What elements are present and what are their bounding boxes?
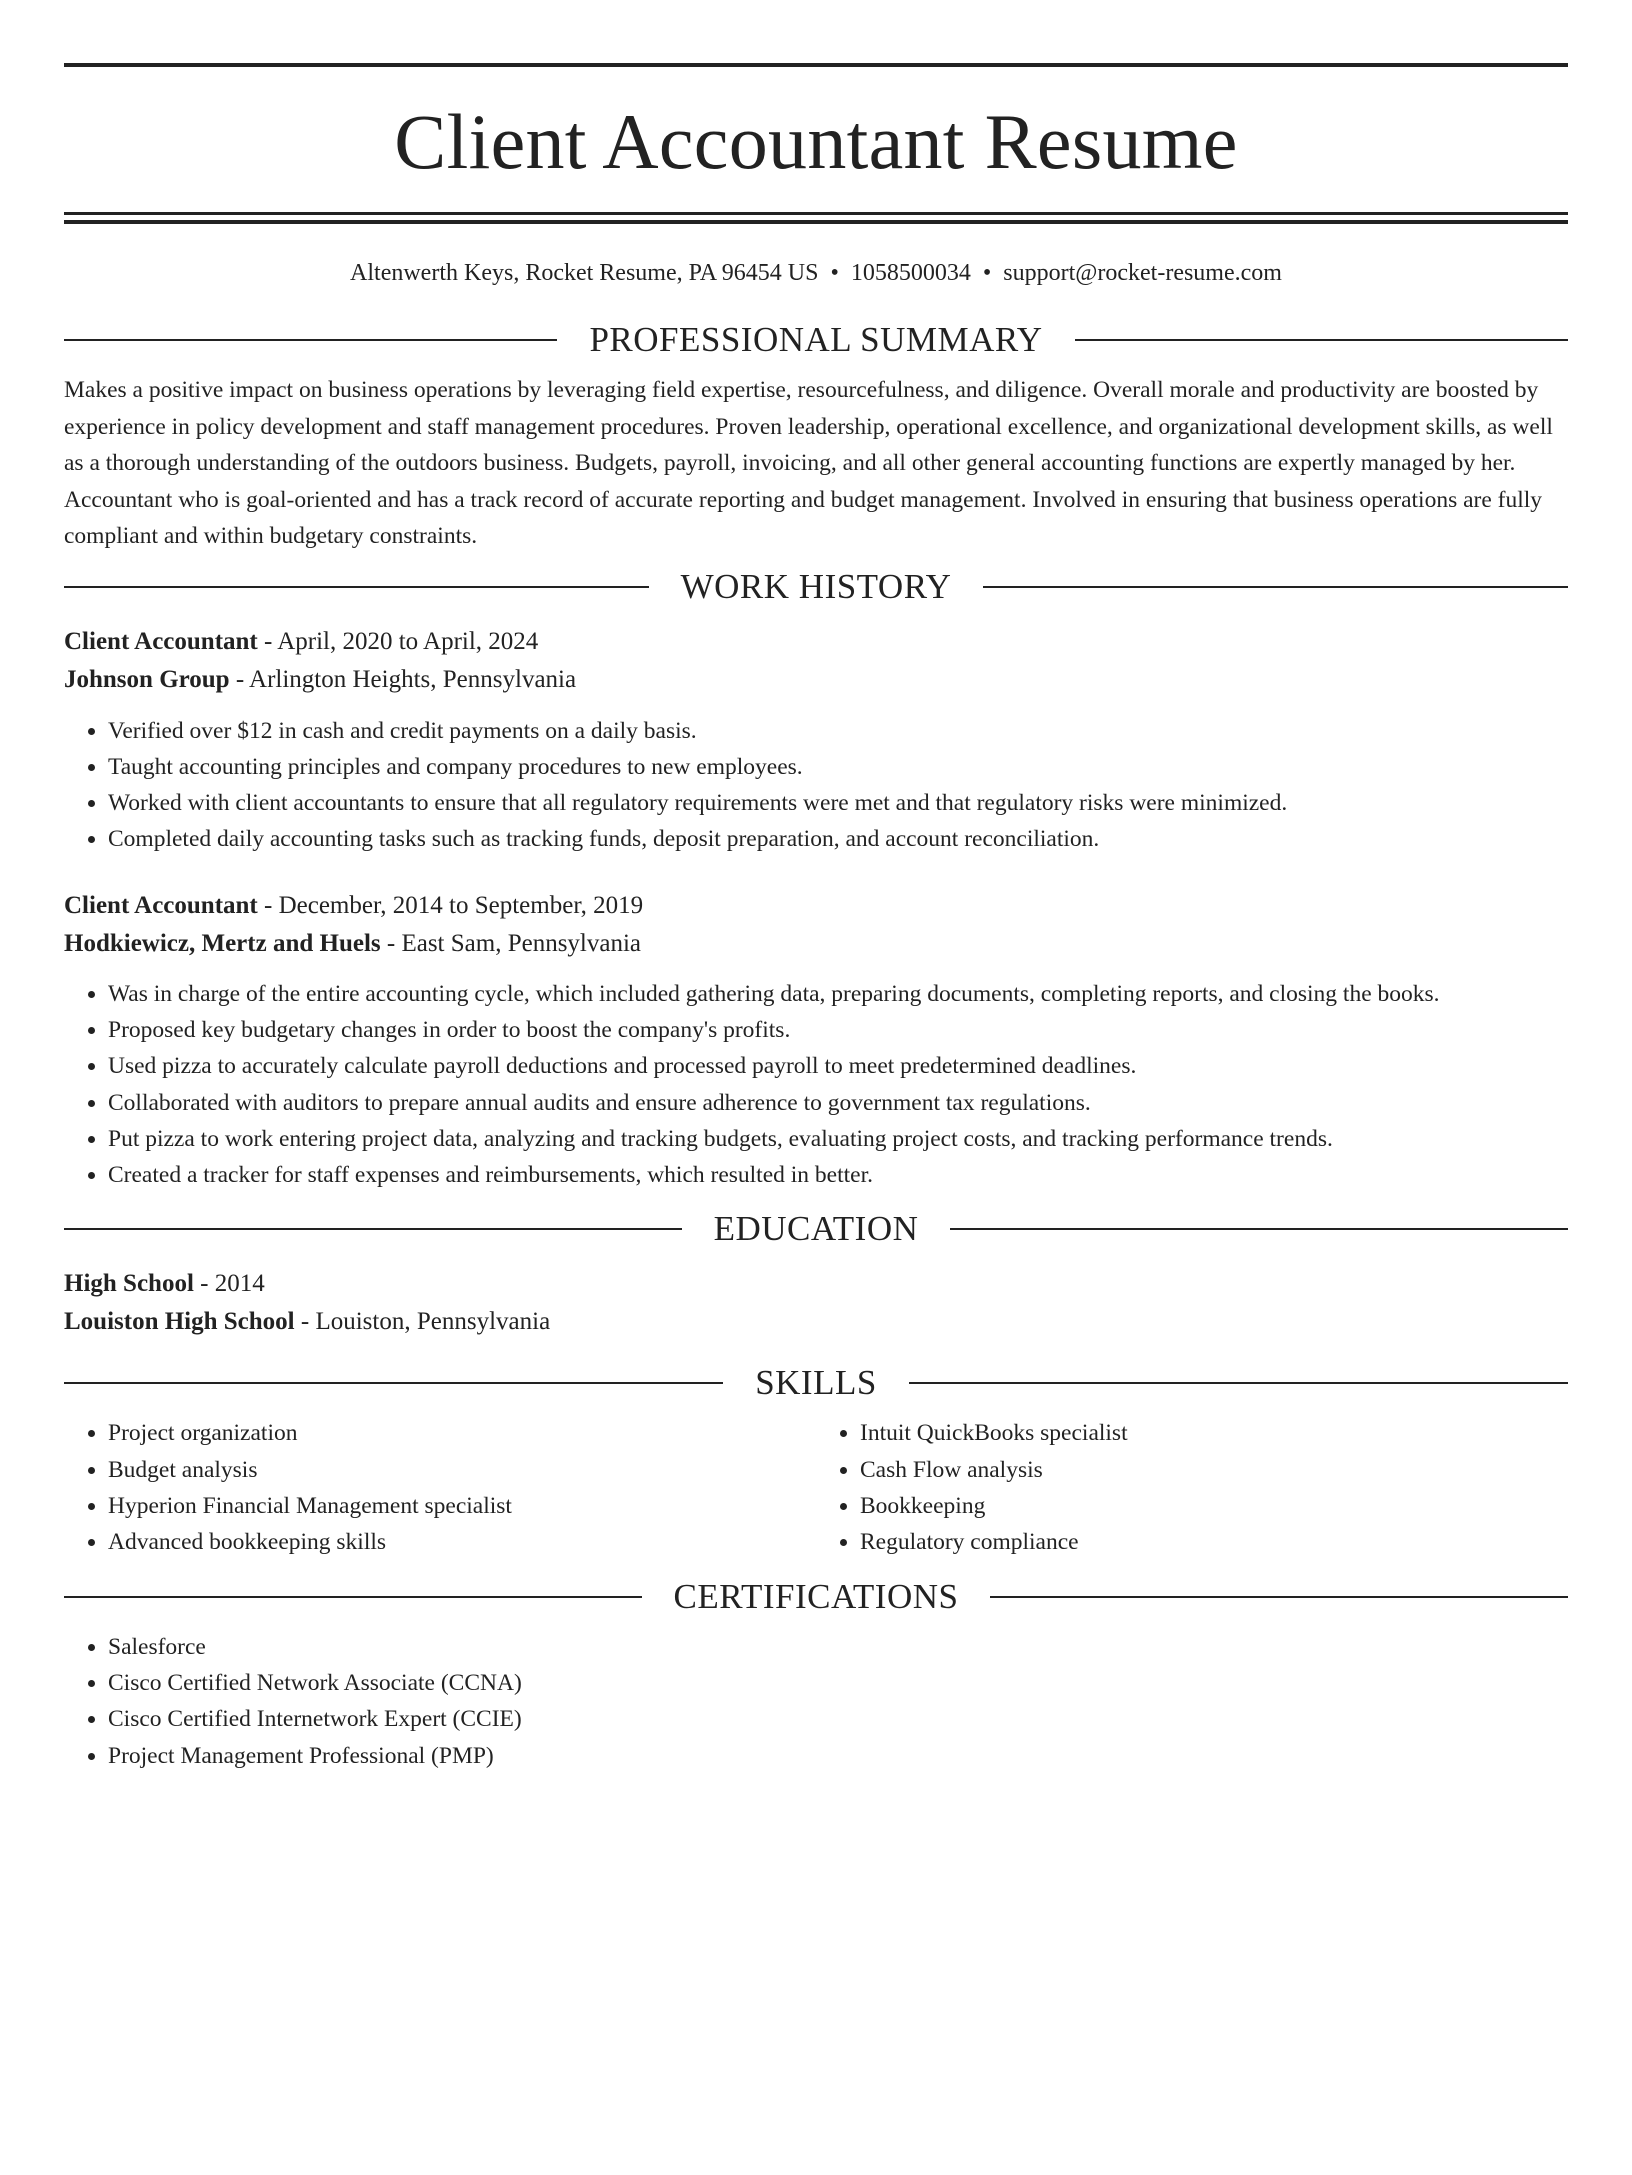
job-bullet: • Taught accounting principles and company procedures to new employees.: [108, 749, 1568, 785]
skill-item: • Project organization: [108, 1415, 816, 1451]
job-bullet: • Collaborated with auditors to prepare annual audits and ensure adherence to government tax regulations.: [108, 1085, 1568, 1121]
contact-email: support@rocket-resume.com: [1003, 260, 1282, 286]
certification-item: • Project Management Professional (PMP): [108, 1738, 1568, 1774]
job-company: Hodkiewicz, Mertz and Huels: [64, 929, 381, 957]
section-title: WORK HISTORY: [680, 566, 952, 606]
contact-address: Altenwerth Keys, Rocket Resume, PA 96454 US: [350, 260, 819, 286]
skill-item: • Advanced bookkeeping skills: [108, 1524, 816, 1560]
job-bullet: • Worked with client accountants to ensure that all regulatory requirements were met and that regulatory risks were minimized.: [108, 785, 1568, 821]
certifications-list: [64, 1629, 1568, 1774]
job-bullet: • Verified over $12 in cash and credit payments on a daily basis.: [108, 713, 1568, 749]
job-entry: [64, 887, 1568, 1194]
job-company-line: [64, 925, 1568, 963]
education-school-line: [64, 1303, 1568, 1341]
contact-separator: •: [830, 260, 839, 286]
section-title: CERTIFICATIONS: [673, 1576, 959, 1616]
skills-list-left: [64, 1415, 816, 1560]
job-entry: [64, 623, 1568, 858]
education-school: Louiston High School: [64, 1308, 295, 1336]
education-degree: High School: [64, 1270, 194, 1298]
heading-rule: [983, 586, 1568, 588]
section-heading-skills: [64, 1361, 1568, 1405]
contact-phone: 1058500034: [850, 260, 971, 286]
heading-rule: [950, 1228, 1568, 1230]
job-dates: - December, 2014 to September, 2019: [264, 891, 644, 919]
summary-text: Makes a positive impact on business operations by leveraging field expertise, resourcefulness, and diligence. Overall morale and productivity are boosted by experience in policy development and staff management procedures. Proven leadership, operational excellence, and organizational development skills, as well as a thorough understanding of the outdoors business. Budgets, payroll, invoicing, and all other general accounting functions are expertly managed by her. Accountant who is goal-oriented and has a track record of accurate reporting and budget management. Involved in ensuring that business operations are fully compliant and within budgetary constraints.: [64, 377, 1553, 549]
job-bullet: • Created a tracker for staff expenses and reimbursements, which resulted in better.: [108, 1157, 1568, 1193]
section-heading-work: [64, 565, 1568, 609]
section-heading-certifications: [64, 1575, 1568, 1619]
top-rule: [64, 63, 1568, 67]
heading-rule: [64, 1382, 723, 1384]
certification-item: • Cisco Certified Network Associate (CCNA): [108, 1665, 1568, 1701]
job-bullets: [64, 976, 1568, 1194]
job-company: Johnson Group: [64, 665, 230, 693]
job-title: Client Accountant: [64, 891, 258, 919]
job-title-line: [64, 623, 1568, 661]
education-degree-line: [64, 1265, 1568, 1303]
skill-item: • Hyperion Financial Management specialist: [108, 1488, 816, 1524]
job-title-line: [64, 887, 1568, 925]
heading-rule: [64, 339, 557, 341]
job-bullet: • Put pizza to work entering project data, analyzing and tracking budgets, evaluating project costs, and tracking performance trends.: [108, 1121, 1568, 1157]
heading-rule: [909, 1382, 1568, 1384]
section-heading-summary: [64, 318, 1568, 362]
certification-item: • Salesforce: [108, 1629, 1568, 1665]
heading-rule: [64, 1228, 682, 1230]
job-bullets: [64, 713, 1568, 858]
section-title: EDUCATION: [713, 1209, 919, 1249]
skill-item: • Bookkeeping: [860, 1488, 1568, 1524]
job-bullet: • Used pizza to accurately calculate payroll deductions and processed payroll to meet predetermined deadlines.: [108, 1048, 1568, 1084]
skill-item: • Regulatory compliance: [860, 1524, 1568, 1560]
resume-page: [0, 63, 1632, 2175]
certification-item: • Cisco Certified Internetwork Expert (CCIE): [108, 1701, 1568, 1737]
job-location: - Arlington Heights, Pennsylvania: [235, 665, 577, 693]
section-title: PROFESSIONAL SUMMARY: [589, 320, 1043, 359]
education-location: - Louiston, Pennsylvania: [300, 1308, 551, 1336]
job-company-line: [64, 661, 1568, 699]
contact-line: [64, 257, 1568, 289]
heading-rule: [64, 586, 649, 588]
heading-rule: [64, 1596, 642, 1598]
job-location: - East Sam, Pennsylvania: [386, 929, 642, 957]
resume-title: Client Accountant Resume: [394, 98, 1238, 185]
section-title: SKILLS: [755, 1363, 877, 1403]
skill-item: • Budget analysis: [108, 1452, 816, 1488]
heading-rule: [1075, 339, 1568, 341]
skill-item: • Cash Flow analysis: [860, 1452, 1568, 1488]
job-bullet: • Proposed key budgetary changes in order to boost the company's profits.: [108, 1012, 1568, 1048]
title-double-rule: [64, 212, 1568, 224]
education-entry: [64, 1265, 1568, 1341]
section-heading-education: [64, 1207, 1568, 1251]
skill-item: • Intuit QuickBooks specialist: [860, 1415, 1568, 1451]
skills-grid: [64, 1415, 1568, 1560]
job-dates: - April, 2020 to April, 2024: [264, 627, 539, 655]
education-year: - 2014: [200, 1270, 265, 1298]
heading-rule: [990, 1596, 1568, 1598]
skills-list-right: [816, 1415, 1568, 1560]
contact-separator: •: [982, 260, 992, 286]
job-bullet: • Was in charge of the entire accounting cycle, which included gathering data, preparing documents, completing reports, and closing the books.: [108, 976, 1568, 1012]
job-title: Client Accountant: [64, 627, 258, 655]
job-bullet: • Completed daily accounting tasks such as tracking funds, deposit preparation, and account reconciliation.: [108, 821, 1568, 857]
